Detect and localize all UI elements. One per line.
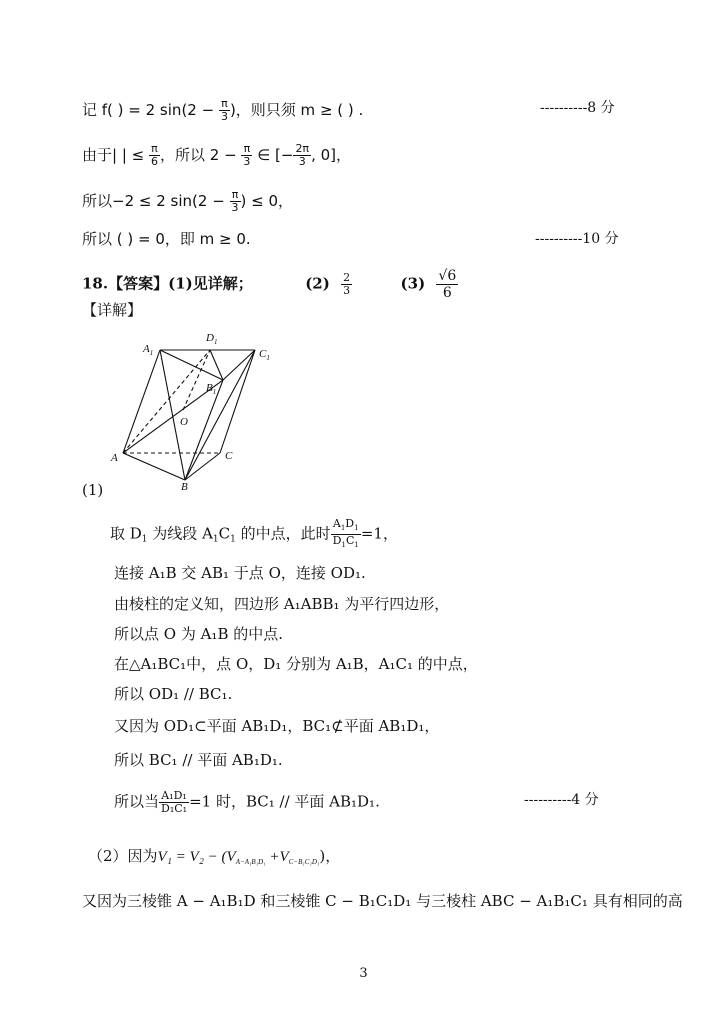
page-number: 3	[359, 966, 368, 981]
line-m-result: 所以 ( ) = 0，即 m ≥ 0.	[82, 230, 251, 248]
label-A1: $A_1$	[143, 343, 154, 357]
proof-line-8: 所以 BC₁ // 平面 AB₁D₁.	[114, 751, 283, 769]
line-since: 由于| | ≤ $\frac{\pi}{6}$ ，所以 2 − $\frac{\pi}{3}$ ∈ [− $\frac{2\pi}{3}$ , 0]，	[82, 142, 351, 168]
part-2-line: （2）因为$V_1 = V_2 - (V_{A-A_1B_1D_1} +V_{C-B_1C_1D_1})$，	[88, 847, 341, 866]
proof-line-1: 取 $D_1$ 为线段 $A_1C_1$ 的中点，此时 $\frac{A_1D_1}{D_1C_1}$ =1，	[110, 517, 398, 549]
part-1-label: (1)	[82, 481, 104, 499]
proof-line-3: 由棱柱的定义知，四边形 A₁ABB₁ 为平行四边形，	[114, 595, 450, 613]
proof-line-4: 所以点 O 为 A₁B 的中点.	[114, 625, 284, 643]
label-O: O	[180, 416, 188, 428]
line-inequality: 所以−2 ≤ 2 sin(2 − $\frac{\pi}{3}$ ) ≤ 0，	[82, 188, 294, 214]
line-f-definition: 记 f( ) = 2 sin(2 − $\frac{\pi}{3}$ )，则只须 m ≥ ( ) .	[82, 97, 364, 123]
prism-figure	[105, 330, 275, 490]
answer-18: 18.【答案】(1)见详解； (2) $\frac{2}{3}$ (3) $\frac{√6}{6}$	[82, 268, 457, 301]
proof-line-5: 在△A₁BC₁中，点 O，D₁ 分别为 A₁B，A₁C₁ 的中点，	[114, 655, 478, 673]
score-8: ----------8 分	[540, 100, 615, 116]
proof-line-2: 连接 A₁B 交 AB₁ 于点 O，连接 OD₁.	[114, 564, 366, 582]
proof-line-7: 又因为 OD₁⊂平面 AB₁D₁，BC₁⊄平面 AB₁D₁，	[114, 717, 440, 735]
score-4: ----------4 分	[524, 792, 599, 808]
fraction-pi-3: $\frac{\pi}{3}$	[220, 97, 228, 123]
detail-heading: 【详解】	[82, 301, 143, 319]
label-C: C	[225, 450, 233, 462]
label-C1: $C_1$	[259, 348, 270, 362]
label-D1: $D_1$	[206, 332, 218, 346]
part-2-line-2: 又因为三棱锥 A − A₁B₁D 和三棱锥 C − B₁C₁D₁ 与三棱柱 ABC − A₁B₁C₁ 具有相同的高	[82, 892, 683, 910]
label-B1: $B_1$	[206, 382, 217, 396]
label-B: B	[181, 481, 188, 490]
score-10: ----------10 分	[535, 231, 619, 247]
proof-line-9: 所以当 $\frac{\text{A₁D₁}}{\text{D₁C₁}}$ =1 时，BC₁ // 平面 AB₁D₁.	[114, 789, 380, 815]
label-A: A	[111, 452, 118, 464]
proof-line-6: 所以 OD₁ // BC₁.	[114, 685, 233, 703]
